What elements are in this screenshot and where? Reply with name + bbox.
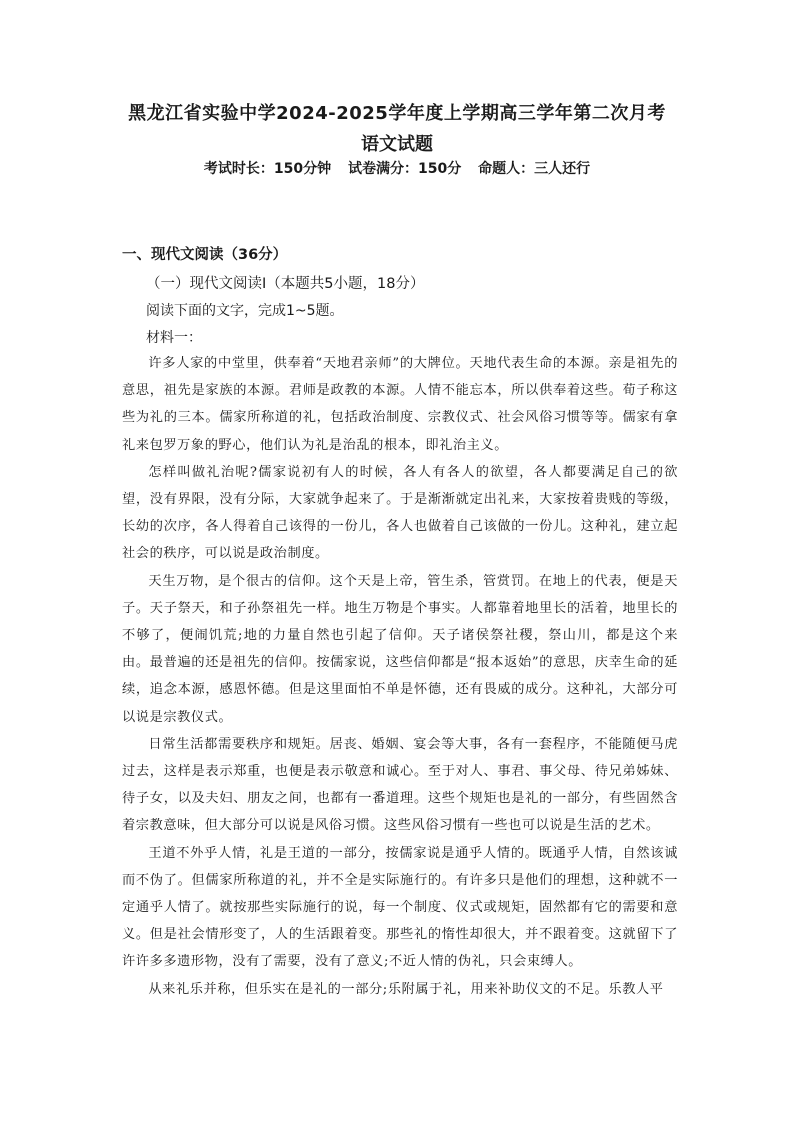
part-heading: （一）现代文阅读Ⅰ（本题共5小题，18分） xyxy=(146,276,425,292)
passage-paragraph: 许多人家的中堂里，供奉着“天地君亲师”的大牌位。天地代表生命的本源。亲是祖先的意思，祖先是家族的本源。君师是政教的本源。人情不能忘本，所以供奉着这些。荀子称这些为礼的三本。儒家所称道的礼，包括政治制度、宗教仪式、社会风俗习惯等等。儒家有拿礼来包罗万象的野心，他们认为礼是治乱的根本，即礼治主义。 xyxy=(122,356,678,453)
exam-subtitle: 语文试题 xyxy=(361,134,433,155)
passage-paragraph: 怎样叫做礼治呢?儒家说初有人的时候，各人有各人的欲望，各人都要满足自己的欲望，没有界限，没有分际，大家就争起来了。于是渐渐就定出礼来，大家按着贵贱的等级，长幼的次序，各人得着自己该得的一份儿，各人也做着自己该做的一份儿。这种礼，建立起社会的秩序，可以说是政治制度。 xyxy=(122,464,678,562)
exam-duration: 考试时长：150分钟 xyxy=(203,161,332,177)
section-heading: 一、现代文阅读（36分） xyxy=(122,247,288,263)
reading-passage xyxy=(122,350,678,1003)
exam-title: 黑龙江省实验中学2024-2025学年度上学期高三学年第二次月考 xyxy=(128,103,666,124)
passage-paragraph: 日常生活都需要秩序和规矩。居丧、婚姻、宴会等大事，各有一套程序，不能随便马虎过去，这样是表示郑重，也便是表示敬意和诚心。至于对人、事君、事父母、待兄弟姊妹、待子女，以及夫妇、朋友之间，也都有一番道理。这些个规矩也是礼的一部分，有些固然含着宗教意味，但大部分可以说是风俗习惯。这些风俗习惯有一些也可以说是生活的艺术。 xyxy=(122,736,678,834)
material-label: 材料一： xyxy=(146,330,202,346)
passage-paragraph: 王道不外乎人情，礼是王道的一部分，按儒家说是通乎人情的。既通乎人情，自然该诚而不伪了。但儒家所称道的礼，并不全是实际施行的。有许多只是他们的理想，这种就不一定通乎人情了。就按那些实际施行的说，每一个制度、仪式或规矩，固然都有它的需要和意义。但是社会情形变了，人的生活跟着变。那些礼的惰性却很大，并不跟着变。这就留下了许许多多遗形物，没有了需要，没有了意义;不近人情的伪礼，只会束缚人。 xyxy=(122,845,678,970)
exam-full-score: 试卷满分：150分 xyxy=(348,161,462,177)
instruction: 阅读下面的文字，完成1~5题。 xyxy=(146,303,344,319)
passage-paragraph: 从来礼乐并称，但乐实在是礼的一部分;乐附属于礼，用来补助仪文的不足。乐教人平 xyxy=(148,981,664,997)
passage-paragraph: 天生万物，是个很古的信仰。这个天是上帝，管生杀，管赏罚。在地上的代表，便是天子。天子祭天，和子孙祭祖先一样。地生万物是个事实。人都靠着地里长的活着，地里长的不够了，便闹饥荒;地的力量自然也引起了信仰。天子诸侯祭社稷，祭山川，都是这个来由。最普遍的还是祖先的信仰。按儒家说，这些信仰都是“报本返始”的意思，庆幸生命的延续，追念本源，感恩怀德。但是这里面怕不单是怀德，还有畏威的成分。这种礼，大部分可以说是宗教仪式。 xyxy=(122,573,678,725)
exam-author: 命题人：三人还行 xyxy=(478,161,591,177)
exam-meta xyxy=(0,158,794,178)
